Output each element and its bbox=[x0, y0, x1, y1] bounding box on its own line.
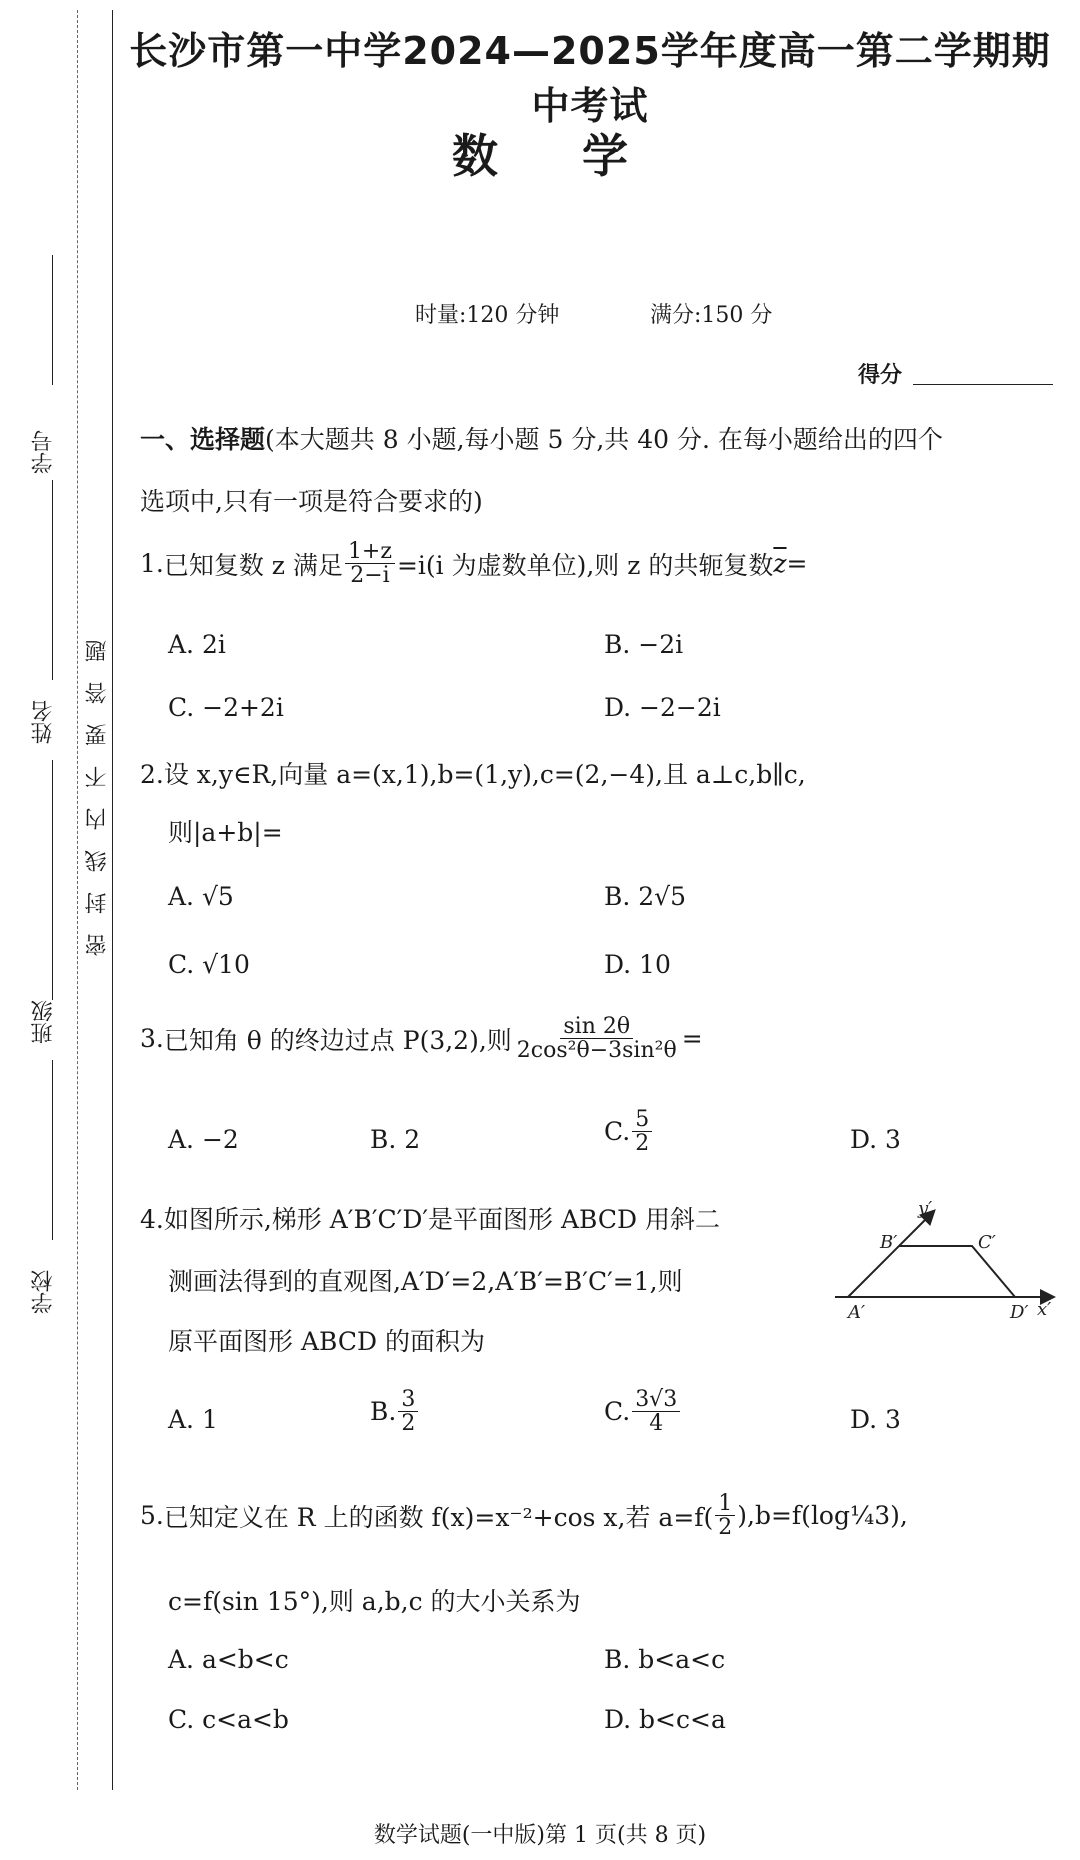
margin-field-xingming: 姓名 bbox=[31, 700, 56, 744]
margin-line-4 bbox=[52, 1060, 53, 1240]
q5-option-d[interactable]: D. b<c<a bbox=[604, 1705, 726, 1734]
q4-option-b[interactable]: B. $\frac{3}{2}$ bbox=[370, 1388, 420, 1435]
margin-line-xuehao bbox=[52, 255, 53, 385]
page-footer: 数学试题(一中版)第 1 页(共 8 页) bbox=[373, 1823, 707, 1848]
q3-option-b[interactable]: B. 2 bbox=[370, 1125, 421, 1154]
question-4-line2: 测画法得到的直观图,A′D′=2,A′B′=B′C′=1,则 bbox=[168, 1267, 683, 1296]
question-3: 3. 已知角 θ 的终边过点 P(3,2),则 $\frac{\sin 2\theta}{\text{2cos²θ−3sin²θ}}$ = bbox=[140, 1014, 703, 1064]
margin-field-xuehao: 学号 bbox=[31, 430, 56, 474]
margin-line-2 bbox=[52, 480, 53, 680]
trapezoid-figure bbox=[830, 1190, 1060, 1330]
q4-option-a[interactable]: A. 1 bbox=[168, 1405, 218, 1434]
q5-option-b[interactable]: B. b<a<c bbox=[604, 1645, 726, 1674]
question-1: 1. 已知复数 z 满足 $\frac{1+z}{2-i}$ =i(i 为虚数单位),则 z 的共轭复数 $\overline{z}$ = bbox=[140, 539, 808, 589]
y-axis bbox=[848, 1212, 933, 1297]
seal-solid-line bbox=[112, 10, 113, 1790]
section-heading: 一、选择题(本大题共 8 小题,每小题 5 分,共 40 分. 在每小题给出的四个 bbox=[140, 425, 943, 454]
q4-option-d[interactable]: D. 3 bbox=[850, 1405, 901, 1434]
exam-full-score: 满分:150 分 bbox=[650, 303, 773, 328]
label-c: C′ bbox=[978, 1232, 996, 1253]
question-2: 2.设 x,y∈R,向量 a=(x,1),b=(1,y),c=(2,−4),且 a⊥c,b∥c, bbox=[140, 760, 806, 789]
label-y: y′ bbox=[918, 1198, 933, 1219]
q4-option-c[interactable]: C. $\frac{3√3}{4}$ bbox=[604, 1388, 682, 1435]
question-2-line2: 则|a+b|= bbox=[168, 818, 283, 847]
seal-dashed-line bbox=[77, 10, 78, 1790]
section-desc: 选项中,只有一项是符合要求的) bbox=[140, 487, 483, 516]
exam-time: 时量:120 分钟 bbox=[415, 303, 560, 328]
label-a: A′ bbox=[848, 1302, 866, 1323]
margin-line-3 bbox=[52, 760, 53, 1000]
question-5: 5. 已知定义在 R 上的函数 f(x)=x⁻²+cos x,若 a=f( $\frac{1}{2}$ ),b=f(log¼3), bbox=[140, 1491, 908, 1541]
seal-line-text: 密封线内不要答题 bbox=[85, 620, 110, 956]
q2-option-c[interactable]: C. √10 bbox=[168, 950, 250, 979]
q5-option-c[interactable]: C. c<a<b bbox=[168, 1705, 289, 1734]
score-blank[interactable] bbox=[913, 384, 1053, 385]
q3-option-d[interactable]: D. 3 bbox=[850, 1125, 901, 1154]
label-x: x′ bbox=[1037, 1299, 1052, 1320]
trapezoid-shape bbox=[899, 1246, 1015, 1297]
question-5-line2: c=f(sin 15°),则 a,b,c 的大小关系为 bbox=[168, 1587, 581, 1616]
label-d: D′ bbox=[1010, 1302, 1029, 1323]
q5-option-a[interactable]: A. a<b<c bbox=[168, 1645, 289, 1674]
margin-field-xuexiao: 学校 bbox=[31, 1270, 56, 1314]
q2-option-b[interactable]: B. 2√5 bbox=[604, 882, 687, 911]
margin-field-banji: 班级 bbox=[31, 1000, 56, 1044]
q1-option-c[interactable]: C. −2+2i bbox=[168, 693, 284, 722]
q2-option-d[interactable]: D. 10 bbox=[604, 950, 671, 979]
subject-title: 数 学 bbox=[452, 129, 628, 183]
q1-option-d[interactable]: D. −2−2i bbox=[604, 693, 721, 722]
q2-option-a[interactable]: A. √5 bbox=[168, 882, 234, 911]
score-label: 得分 bbox=[858, 363, 903, 388]
q1-option-a[interactable]: A. 2i bbox=[168, 630, 226, 659]
q3-option-a[interactable]: A. −2 bbox=[168, 1125, 239, 1154]
question-4-line3: 原平面图形 ABCD 的面积为 bbox=[168, 1327, 485, 1356]
question-4: 4.如图所示,梯形 A′B′C′D′是平面图形 ABCD 用斜二 bbox=[140, 1205, 721, 1234]
q3-option-c[interactable]: C. $\frac{5}{2}$ bbox=[604, 1108, 654, 1155]
q1-option-b[interactable]: B. −2i bbox=[604, 630, 684, 659]
label-b: B′ bbox=[880, 1232, 898, 1253]
exam-title: 长沙市第一中学2024—2025学年度高一第二学期期中考试 bbox=[129, 29, 1051, 128]
